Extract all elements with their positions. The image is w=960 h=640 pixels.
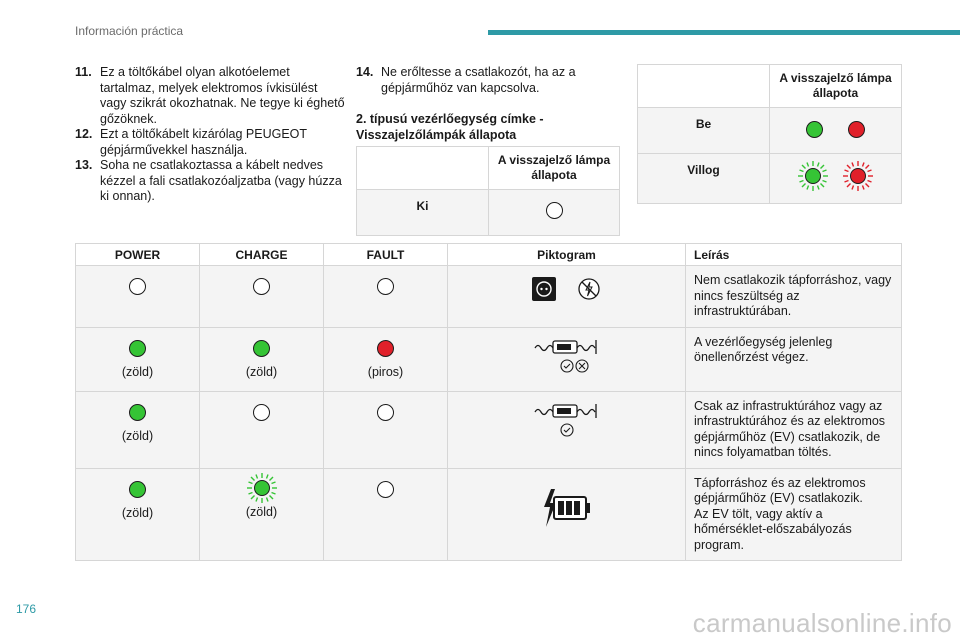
list-item (75, 65, 345, 127)
safety-list-right (356, 65, 596, 96)
list-item-number: 13. (75, 158, 93, 172)
description-line: Tápforráshoz és az elektromos gépjárműhöz (EV) csatlakozik. (694, 475, 866, 505)
power-cell (76, 391, 200, 468)
status-table-on-blink (637, 64, 902, 204)
lamp-state-header: A visszajelző lámpa állapota (489, 147, 620, 190)
list-item-number: 12. (75, 127, 93, 141)
list-item-text: Ezt a töltőkábelt kizárólag PEUGEOT gépjárművekkel használja. (100, 127, 307, 157)
blinking-green-lamp-icon (797, 160, 829, 192)
lamp-off-icon (546, 202, 563, 219)
power-cell (76, 468, 200, 561)
col-header-fault: FAULT (324, 244, 448, 266)
col-header-charge: CHARGE (200, 244, 324, 266)
lamp-green-icon (129, 340, 146, 357)
lamp-off-icon (129, 278, 146, 295)
page-number: 176 (16, 602, 37, 616)
lamp-red-icon (377, 340, 394, 357)
row-label-off: Ki (357, 190, 489, 236)
fault-cell (324, 327, 448, 391)
list-item-text: Ez a töltőkábel olyan alkotóelemet tartalmaz, melyek elektromos ívkisülést vagy szikrát okozhatnak. Ne tegye ki éghető gőzöknek. (100, 65, 345, 126)
row-label-on: Be (638, 108, 770, 154)
lamp-red-icon (848, 121, 865, 138)
color-label: (zöld) (245, 364, 278, 379)
list-item-number: 11. (75, 65, 92, 79)
list-item-text: Ne erőltesse a csatlakozót, ha az a gépjárműhöz van kapcsolva. (381, 65, 576, 95)
empty-header-cell (638, 65, 770, 108)
color-label: (zöld) (121, 364, 154, 379)
fault-cell (324, 468, 448, 561)
status-table-off (356, 146, 620, 236)
pictogram-cell (448, 468, 686, 561)
col-header-power: POWER (76, 244, 200, 266)
lamp-green-icon (806, 121, 823, 138)
indicator-status-table (75, 243, 902, 561)
charge-cell (200, 327, 324, 391)
lamp-off-icon (253, 404, 270, 421)
row-label-blink: Villog (638, 154, 770, 204)
pictogram-cell (448, 391, 686, 468)
lamp-green-icon (253, 340, 270, 357)
cable-check-icon (533, 336, 601, 374)
table-row (76, 468, 902, 561)
color-label: (zöld) (121, 428, 154, 443)
lamp-cell (489, 190, 620, 236)
no-voltage-icon (577, 277, 601, 301)
blinking-green-lamp-icon (246, 472, 278, 504)
lamp-green-icon (129, 481, 146, 498)
pictogram-cell (448, 266, 686, 328)
charge-cell (200, 391, 324, 468)
fault-cell (324, 266, 448, 328)
header-accent-bar (488, 30, 960, 35)
table-row (76, 327, 902, 391)
charge-cell (200, 468, 324, 561)
col-header-pictogram: Piktogram (448, 244, 686, 266)
power-cell (76, 327, 200, 391)
power-socket-icon (532, 277, 556, 301)
fault-cell (324, 391, 448, 468)
color-label: (zöld) (121, 505, 154, 520)
description-cell (686, 468, 902, 561)
empty-header-cell (357, 147, 489, 190)
description-cell: Nem csatlakozik tápforráshoz, vagy nincs feszültség az infrastruktúrában. (686, 266, 902, 328)
color-label: (piros) (367, 364, 404, 379)
list-item (75, 127, 345, 158)
table-row (76, 391, 902, 468)
lamp-off-icon (377, 404, 394, 421)
list-item (356, 65, 596, 96)
cable-connected-icon (533, 400, 601, 438)
table-row (76, 266, 902, 328)
battery-charging-icon (541, 487, 593, 531)
lamp-off-icon (377, 278, 394, 295)
list-item-number: 14. (356, 65, 374, 79)
charge-cell (200, 266, 324, 328)
safety-list-left (75, 65, 345, 205)
power-cell (76, 266, 200, 328)
description-cell: Csak az infrastruktúrához vagy az infrastruktúrához és az elektromos gépjárműhöz (EV) csatlakozik, de nincs folyamatban töltés. (686, 391, 902, 468)
header-title: Información práctica (75, 24, 184, 38)
list-item (75, 158, 345, 205)
description-cell: A vezérlőegység jelenleg önellenőrzést végez. (686, 327, 902, 391)
lamp-cell (770, 108, 902, 154)
lamp-off-icon (377, 481, 394, 498)
blinking-red-lamp-icon (842, 160, 874, 192)
color-label: (zöld) (245, 504, 278, 519)
description-line: Az EV tölt, vagy aktív a hőmérséklet-előszabályozás program. (694, 506, 852, 552)
lamp-green-icon (129, 404, 146, 421)
pictogram-cell (448, 327, 686, 391)
lamp-state-header: A visszajelző lámpa állapota (770, 65, 902, 108)
section-heading: 2. típusú vezérlőegység címke - Visszajelzőlámpák állapota (356, 112, 544, 142)
col-header-description: Leírás (686, 244, 902, 266)
lamp-off-icon (253, 278, 270, 295)
lamp-cell (770, 154, 902, 204)
watermark: carmanualsonline.info (692, 608, 952, 638)
list-item-text: Soha ne csatlakoztassa a kábelt nedves kézzel a fali csatlakozóaljzatba (vagy húzza ki onnan). (100, 158, 342, 203)
